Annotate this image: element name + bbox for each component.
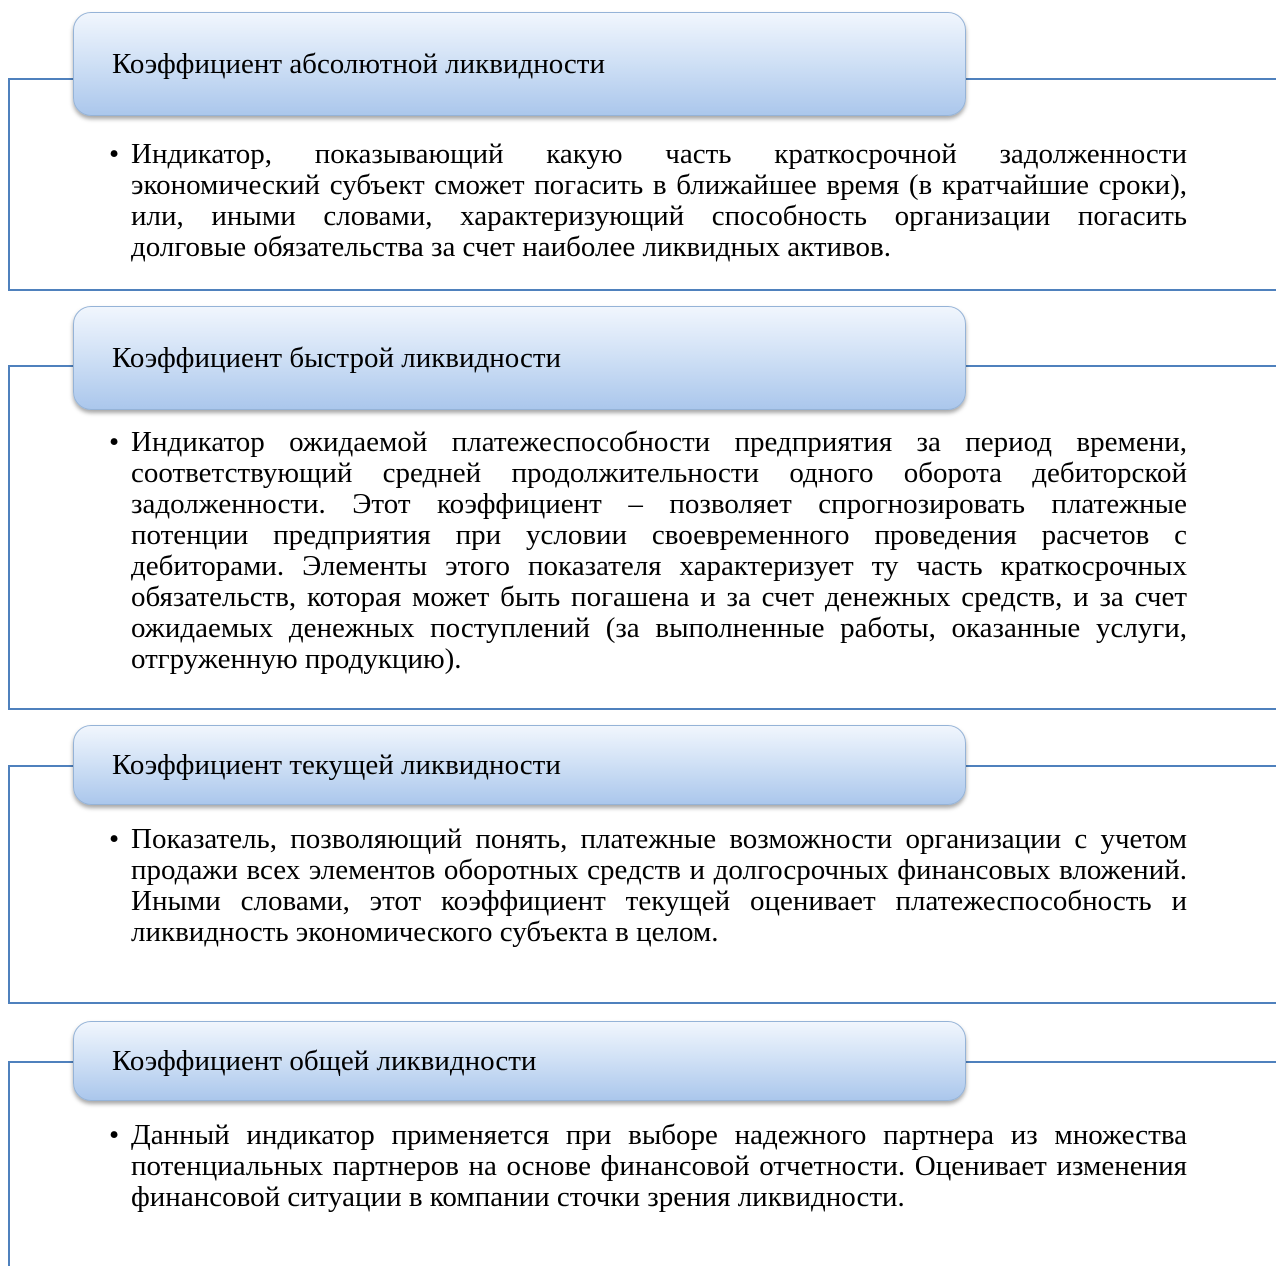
section-title: Коэффициент быстрой ликвидности bbox=[112, 341, 562, 374]
description-text: Индикатор ожидаемой платежеспособности предприятия за период времени, соответствующий средней продолжительности одного оборота дебиторской задолженности. Этот коэффициент – позволяет спрогнозировать платежные потенции предприятия при условии своевременного проведения расчетов с дебиторами. Элементы этого показателя характеризует ту часть краткосрочных обязательств, которая может быть погашена и за счет денежных средств, и за счет ожидаемых денежных поступлений (за выполненные работы, оказанные услуги, отгруженную продукцию). bbox=[131, 426, 1187, 675]
section-header bbox=[73, 1021, 966, 1101]
description-text: Показатель, позволяющий понять, платежные возможности организации с учетом продажи всех элементов оборотных средств и долгосрочных финансовых вложений. Иными словами, этот коэффициент текущей оценивает платежеспособность и ликвидность экономического субъекта в целом. bbox=[131, 823, 1187, 948]
description-text: Индикатор, показывающий какую часть краткосрочной задолженности экономический субъект сможет погасить в ближайшее время (в кратчайшие сроки), или, иными словами, характеризующий способность организации погасить долговые обязательства за счет наиболее ликвидных активов. bbox=[131, 138, 1187, 263]
list-item bbox=[109, 824, 1187, 948]
section-current-liquidity bbox=[0, 725, 1276, 1004]
section-body bbox=[109, 139, 1187, 263]
description-text: Данный индикатор применяется при выборе надежного партнера из множества потенциальных партнеров на основе финансовой отчетности. Оценивает изменения финансовой ситуации в компании сточки зрения ликвидности. bbox=[131, 1119, 1187, 1213]
list-item bbox=[109, 1120, 1187, 1213]
section-title: Коэффициент общей ликвидности bbox=[112, 1044, 537, 1077]
section-header bbox=[73, 306, 966, 410]
bullet-icon: • bbox=[109, 426, 120, 458]
section-title: Коэффициент текущей ликвидности bbox=[112, 748, 561, 781]
section-quick-liquidity bbox=[0, 306, 1276, 710]
list-item bbox=[109, 427, 1187, 675]
bullet-icon: • bbox=[109, 138, 120, 170]
section-body bbox=[109, 427, 1187, 675]
section-header bbox=[73, 12, 966, 116]
section-body bbox=[109, 1120, 1187, 1213]
section-body bbox=[109, 824, 1187, 948]
section-absolute-liquidity bbox=[0, 12, 1276, 291]
section-header bbox=[73, 725, 966, 805]
list-item bbox=[109, 139, 1187, 263]
bullet-icon: • bbox=[109, 1119, 120, 1151]
section-total-liquidity bbox=[0, 1021, 1276, 1266]
bullet-icon: • bbox=[109, 823, 120, 855]
section-title: Коэффициент абсолютной ликвидности bbox=[112, 47, 605, 80]
